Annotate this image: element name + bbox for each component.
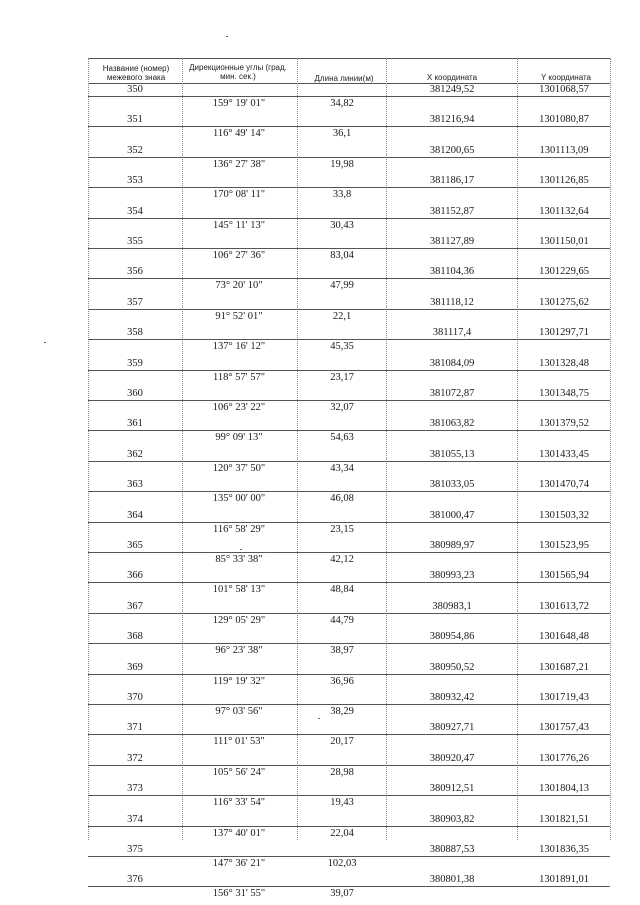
directional-angle: 116° 49' 14": [213, 128, 265, 140]
line-length: 54,63: [330, 432, 354, 444]
point-name: 352: [127, 144, 143, 156]
line-length: 19,98: [330, 158, 354, 170]
x-coordinate: 380920,47: [429, 752, 475, 764]
x-coordinate: 380954,86: [429, 631, 475, 643]
row-separator: [88, 370, 610, 371]
x-coordinate: 381063,82: [429, 418, 475, 430]
point-name: 358: [127, 327, 143, 339]
column-divider: [297, 58, 298, 840]
line-length: 42,12: [330, 554, 354, 565]
row-separator: [88, 613, 610, 614]
point-name: 360: [127, 388, 143, 399]
scan-speck: [226, 36, 228, 37]
header-line-length: Длина линии(м): [314, 74, 374, 83]
point-name: 361: [127, 418, 143, 430]
point-name: 368: [127, 631, 143, 643]
row-separator: [88, 461, 610, 462]
row-separator: [88, 339, 610, 340]
row-separator: [88, 187, 610, 188]
scan-speck: [318, 718, 320, 719]
y-coordinate: 1301804,13: [539, 783, 589, 795]
point-name: 359: [127, 357, 143, 369]
x-coordinate: 381033,05: [429, 479, 475, 491]
y-coordinate: 1301821,51: [539, 813, 589, 825]
row-separator: [88, 157, 610, 158]
point-name: 350: [127, 84, 143, 95]
point-name: 366: [127, 570, 143, 582]
point-name: 371: [127, 722, 143, 734]
row-separator: [88, 582, 610, 583]
directional-angle: 147° 36' 21": [212, 858, 266, 869]
y-coordinate: 1301719,43: [539, 692, 589, 703]
column-divider: [182, 58, 183, 840]
y-coordinate: 1301470,74: [539, 479, 589, 491]
point-name: 357: [127, 296, 143, 308]
directional-angle: 137° 40' 01": [212, 827, 266, 839]
x-coordinate: 380903,82: [429, 813, 475, 825]
row-separator: [88, 126, 610, 127]
scan-speck: [240, 549, 242, 550]
y-coordinate: 1301348,75: [539, 388, 589, 399]
point-name: 373: [127, 783, 143, 795]
row-separator: [88, 218, 610, 219]
row-separator: [88, 248, 610, 249]
y-coordinate: 1301503,32: [539, 509, 589, 521]
directional-angle: 135° 00' 00": [212, 493, 266, 505]
x-coordinate: 381117,4: [432, 327, 472, 339]
y-coordinate: 1301113,09: [539, 144, 589, 156]
line-length: 23,15: [330, 523, 354, 535]
x-coordinate: 381118,12: [430, 296, 474, 308]
directional-angle: 129° 05' 29": [212, 614, 266, 626]
x-coordinate: 380950,52: [429, 661, 475, 673]
x-coordinate: 380983,1: [432, 600, 472, 612]
line-length: 30,43: [330, 219, 354, 231]
column-divider: [88, 58, 89, 840]
y-coordinate: 1301433,45: [539, 448, 589, 460]
directional-angle: 111° 01' 53": [213, 736, 265, 748]
line-length: 22,04: [330, 827, 354, 839]
directional-angle: 106° 27' 36": [212, 250, 266, 261]
point-name: 375: [127, 844, 143, 855]
row-separator: [88, 491, 610, 492]
y-coordinate: 1301687,21: [539, 661, 589, 673]
directional-angle: 137° 16' 12": [212, 341, 266, 353]
point-name: 367: [127, 600, 143, 612]
row-separator: [88, 704, 610, 705]
line-length: 33,8: [332, 189, 352, 201]
x-coordinate: 381055,13: [429, 448, 475, 460]
line-length: 43,34: [330, 462, 354, 474]
row-separator: [88, 552, 610, 553]
y-coordinate: 1301757,43: [539, 722, 589, 734]
x-coordinate: 380887,53: [429, 844, 475, 855]
row-separator: [88, 309, 610, 310]
x-coordinate: 381072,87: [429, 388, 475, 399]
row-separator: [88, 795, 610, 796]
line-length: 83,04: [330, 250, 354, 261]
line-length: 23,17: [330, 371, 354, 383]
row-separator: [88, 826, 610, 827]
y-coordinate: 1301379,52: [539, 418, 589, 430]
y-coordinate: 1301613,72: [539, 600, 589, 612]
y-coordinate: 1301126,85: [539, 175, 589, 187]
table-top-border: [88, 58, 610, 59]
line-length: 46,08: [330, 493, 354, 505]
point-name: 362: [127, 448, 143, 460]
point-name: 355: [127, 236, 143, 247]
x-coordinate: 380993,23: [429, 570, 475, 582]
row-separator: [88, 886, 610, 887]
directional-angle: 97° 03' 56": [215, 706, 263, 717]
directional-angle: 99° 09' 13": [215, 432, 263, 444]
column-divider: [610, 58, 611, 840]
row-separator: [88, 765, 610, 766]
point-name: 369: [127, 661, 143, 673]
directional-angle: 105° 56' 24": [212, 766, 266, 778]
y-coordinate: 1301523,95: [539, 540, 589, 551]
line-length: 28,98: [330, 766, 354, 778]
scan-speck: [44, 342, 46, 343]
line-length: 48,84: [330, 584, 354, 596]
y-coordinate: 1301080,87: [539, 114, 589, 126]
point-name: 356: [127, 266, 143, 278]
x-coordinate: 381127,89: [429, 236, 475, 247]
header-directional-angles: Дирекционные углы (град. мин. сек.): [189, 63, 287, 81]
row-separator: [88, 734, 610, 735]
line-length: 32,07: [330, 402, 354, 413]
x-coordinate: 381200,65: [429, 144, 475, 156]
y-coordinate: 1301836,35: [539, 844, 589, 855]
y-coordinate: 1301891,01: [539, 874, 589, 886]
directional-angle: 106° 23' 22": [212, 402, 266, 413]
y-coordinate: 1301297,71: [539, 327, 589, 339]
row-separator: [88, 522, 610, 523]
header-x-coordinate: X координата: [426, 73, 478, 82]
x-coordinate: 381186,17: [429, 175, 475, 187]
point-name: 351: [127, 114, 143, 126]
line-length: 44,79: [330, 614, 354, 626]
x-coordinate: 381000,47: [429, 509, 475, 521]
row-separator: [88, 96, 610, 97]
header-point-name: Название (номер) межевого знака: [102, 64, 170, 82]
x-coordinate: 381084,09: [429, 357, 475, 369]
y-coordinate: 1301275,62: [539, 296, 589, 308]
line-length: 45,35: [330, 341, 354, 353]
point-name: 365: [127, 540, 143, 551]
x-coordinate: 380932,42: [429, 692, 475, 703]
directional-angle: 96° 23' 38": [215, 645, 263, 657]
scan-speck: [268, 552, 270, 553]
y-coordinate: 1301565,94: [539, 570, 589, 582]
x-coordinate: 381152,87: [429, 205, 475, 217]
directional-angle: 85° 33' 38": [215, 554, 263, 565]
line-length: 34,82: [330, 98, 354, 109]
line-length: 39,07: [330, 888, 354, 900]
line-length: 22,1: [332, 310, 352, 322]
line-length: 36,96: [330, 675, 354, 687]
line-length: 19,43: [330, 797, 354, 809]
line-length: 47,99: [330, 280, 354, 292]
directional-angle: 145° 11' 13": [213, 219, 265, 231]
point-name: 364: [127, 509, 143, 521]
y-coordinate: 1301068,57: [539, 84, 589, 95]
directional-angle: 73° 20' 10": [215, 280, 263, 292]
directional-angle: 116° 33' 54": [213, 797, 265, 809]
directional-angle: 159° 19' 01": [212, 98, 266, 109]
x-coordinate: 380989,97: [429, 540, 475, 551]
row-separator: [88, 430, 610, 431]
header-y-coordinate: Y координата: [540, 73, 592, 82]
x-coordinate: 381249,52: [429, 84, 475, 95]
directional-angle: 91° 52' 01": [215, 310, 263, 322]
y-coordinate: 1301648,48: [539, 631, 589, 643]
x-coordinate: 381216,94: [429, 114, 475, 126]
x-coordinate: 380801,38: [429, 874, 475, 886]
row-separator: [88, 400, 610, 401]
y-coordinate: 1301328,48: [539, 357, 589, 369]
directional-angle: 120° 37' 50": [212, 462, 266, 474]
point-name: 372: [127, 752, 143, 764]
row-separator: [88, 856, 610, 857]
point-name: 376: [127, 874, 143, 886]
x-coordinate: 381104,36: [429, 266, 475, 278]
directional-angle: 116° 58' 29": [213, 523, 265, 535]
directional-angle: 170° 08' 11": [213, 189, 265, 201]
line-length: 102,03: [327, 858, 357, 869]
y-coordinate: 1301132,64: [539, 205, 589, 217]
row-separator: [88, 278, 610, 279]
directional-angle: 101° 58' 13": [212, 584, 266, 596]
line-length: 38,97: [330, 645, 354, 657]
point-name: 363: [127, 479, 143, 491]
line-length: 38,29: [330, 706, 354, 717]
y-coordinate: 1301229,65: [539, 266, 589, 278]
point-name: 370: [127, 692, 143, 703]
point-name: 354: [127, 205, 143, 217]
x-coordinate: 380912,51: [429, 783, 475, 795]
line-length: 36,1: [332, 128, 352, 140]
y-coordinate: 1301150,01: [539, 236, 589, 247]
point-name: 353: [127, 175, 143, 187]
line-length: 20,17: [330, 736, 354, 748]
point-name: 374: [127, 813, 143, 825]
y-coordinate: 1301776,26: [539, 752, 589, 764]
directional-angle: 136° 27' 38": [212, 158, 266, 170]
directional-angle: 156° 31' 55": [212, 888, 266, 900]
x-coordinate: 380927,71: [429, 722, 475, 734]
row-separator: [88, 643, 610, 644]
directional-angle: 118° 57' 57": [213, 371, 265, 383]
row-separator: [88, 674, 610, 675]
directional-angle: 119° 19' 32": [213, 675, 265, 687]
